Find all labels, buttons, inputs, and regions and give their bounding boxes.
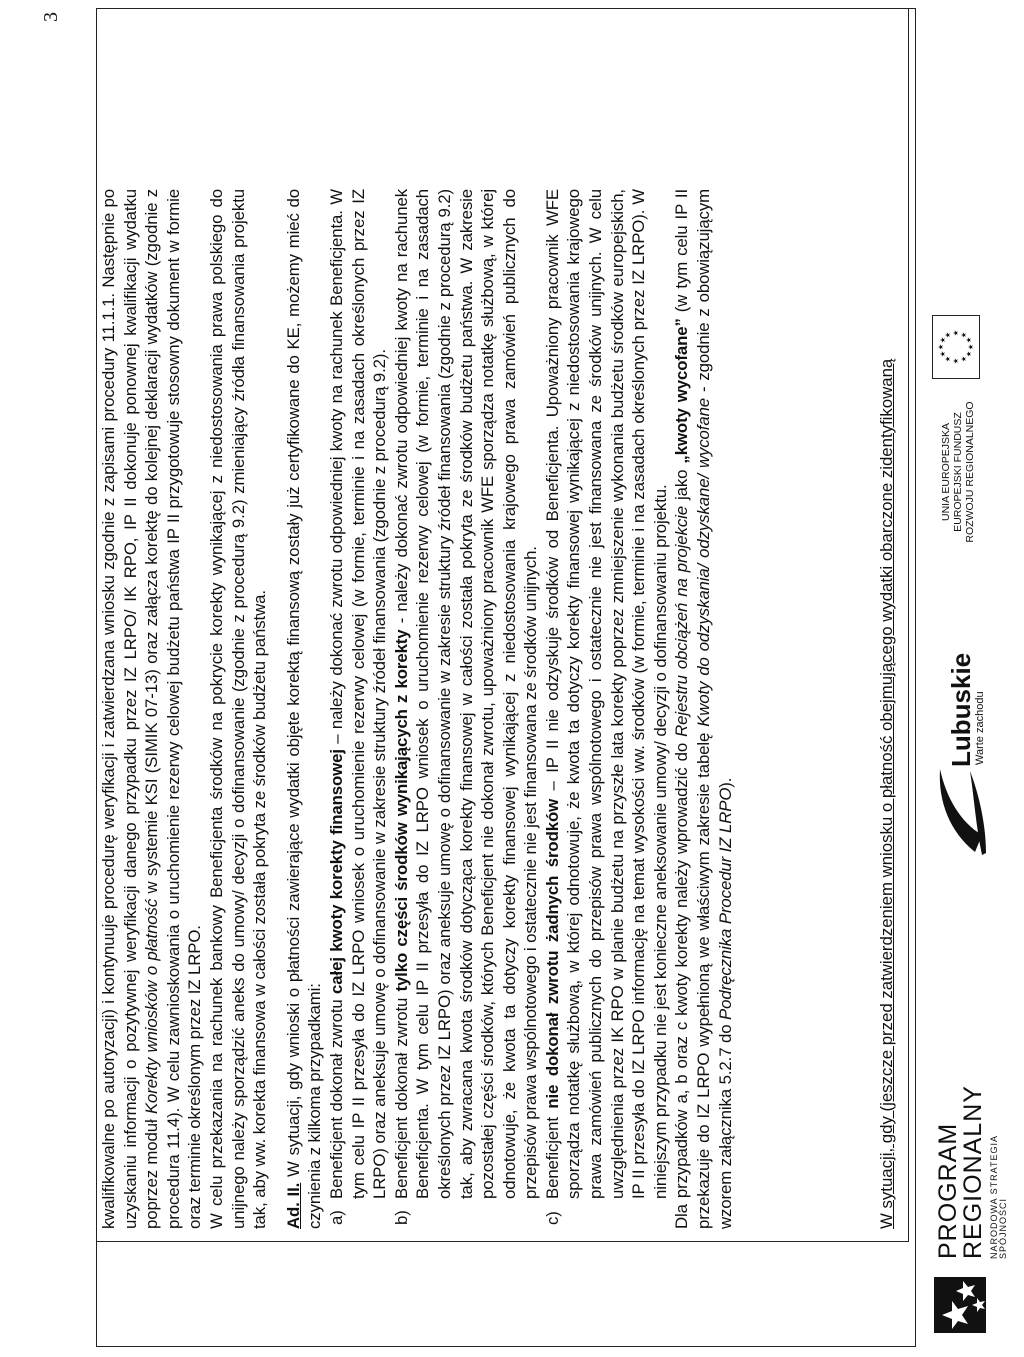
svg-text:★: ★ bbox=[967, 343, 975, 351]
svg-text:★: ★ bbox=[952, 357, 960, 365]
continuation-line: W sytuacji, gdy (jeszcze przed zatwierdzeniem wniosku o płatność obejmującego wydatki obarczone zidentyfikowaną bbox=[877, 358, 896, 1229]
list-item-c: c) Beneficjent nie dokonał zwrotu żadnych środków – IP II nie odzyskuje środków od Beneficjenta. Upoważniony pracownik WFE sporządza notatkę służbową, w której odnotowuje, że kwota ta dotyczy korekty finansowej wynikającej z niedostosowania krajowego prawa zamówień publicznych do przepisów prawa wspólnotowego i ostatecznie nie jest finansowana ze środków unijnych. W celu uwzględnienia przez IK RPO w planie budżetu na przyszłe lata korekty poprzez zmniejszenie wykonania budżetu środków europejskich, IP II przesyła do IZ LRPO informację na temat wysokości ww. środków (w formie, terminie i na zasadach określonych przez IZ LRPO). W niniejszym przypadku nie jest konieczne aneksowanie umowy/ decyzji o dofinansowaniu projektu. bbox=[542, 189, 670, 1225]
program-regionalny-text: PROGRAM REGIONALNY NARODOWA STRATEGIA SPÓJNOŚCI bbox=[934, 1085, 1008, 1259]
svg-text:★: ★ bbox=[952, 329, 960, 337]
svg-text:★: ★ bbox=[944, 331, 952, 339]
eu-logo bbox=[918, 317, 1018, 557]
svg-text:★: ★ bbox=[937, 343, 945, 351]
svg-text:★: ★ bbox=[960, 331, 968, 339]
eu-flag-icon bbox=[932, 315, 980, 379]
paragraph-rachunek: W celu przekazania na rachunek bankowy Beneficjenta środków na pokrycie korekty wynikającej z niedostosowania prawa polskiego do unijnego należy sporządzić aneks do umowy/ decyzji o dofinansowanie (zgodnie z procedurą 9.2) zmieniający źródła finansowania projektu tak, aby ww. korekta finansowa w całości została pokryta ze środków budżetu państwa. bbox=[206, 189, 270, 1229]
page-number: 3 bbox=[40, 12, 62, 22]
svg-text:★: ★ bbox=[939, 336, 947, 344]
paragraph-dla-przypadkow: Dla przypadków a, b oraz c kwoty korekty należy wprowadzić do Rejestru obciążeń na projekcie jako „kwoty wycofane” (w tym celu IP II przekazuje do IZ LRPO wypełnioną we właściwym zakresie tabelę Kwoty do odzyskania/ odzyskane/ wycofane - zgodnie z obowiązującym wzorem załącznika 5.2.7 do Podręcznika Procedur IZ LRPO). bbox=[672, 188, 735, 1229]
list-item-a: a) Beneficjent dokonał zwrotu całej kwoty korekty finansowej – należy dokonać zwrotu odpowiedniej kwoty na rachunek Beneficjenta. W tym celu IP II przesyła do IZ LRPO wniosek o uruchomienie rezerwy celowej (w formie, terminie i na zasadach określonych przez IZ LRPO) oraz aneksuje umowę o dofinansowanie w zakresie struktury źródeł finansowania (zgodnie z procedurą 9.2). bbox=[326, 189, 390, 1225]
ad-ii-label: Ad. II. bbox=[283, 1182, 303, 1229]
lubuskie-logo: Lubuskie Warte zachodu bbox=[918, 597, 1018, 857]
svg-text:★: ★ bbox=[965, 350, 973, 358]
svg-text:★: ★ bbox=[939, 350, 947, 358]
svg-text:★: ★ bbox=[965, 336, 973, 344]
paragraph-kwalifikacja: kwalifikowalne po autoryzacji) i kontynuuje procedurę weryfikacji i zatwierdzana wniosku zgodnie z zapisami procedury 11.1.1. Następnie po uzyskaniu informacji o pozytywnej weryfikacji danego przypadku przez IZ LRPO/ IK RPO, IP II dokonuje ponownej kwalifikacji wydatku poprzez moduł Korekty wniosków o płatność w systemie KSI (SIMIK 07-13) oraz załącza korektę do kolejnej deklaracji wydatków (zgodnie z procedura 11.4). W celu zawnioskowania o uruchomienie rezerwy celowej budżetu państwa IP II przygotowuje stosowny dokument w formie oraz terminie określonym przez IZ LRPO. bbox=[99, 189, 205, 1229]
list-item-b: b) Beneficjent dokonał zwrotu tylko części środków wynikających z korekty - należy dokonać zwrotu odpowiedniej kwoty na rachunek Beneficjenta. W tym celu IP II przesyła do IZ LRPO wniosek o uruchomienie rezerwy celowej (w formie, terminie i na zasadach określonych przez IZ LRPO) oraz aneksuje umowę o dofinansowanie w zakresie struktury źródeł finansowania (zgodnie z procedurą 9.2) tak, aby zwracana kwota środków dotycząca korekty finansowej w całości została pokryta ze środków budżetu państwa. W zakresie pozostałej części środków, których Beneficjent nie dokonał zwrotu, upoważniony pracownik WFE sporządza notatkę służbową, w której odnotowuje, że kwota ta dotyczy korekty finansowej wynikającej z niedostosowania krajowego prawa zamówień publicznych do przepisów prawa wspólnotowego i ostatecznie nie jest finansowana ze środków unijnych. bbox=[391, 189, 541, 1225]
program-regionalny-logo bbox=[918, 1085, 1018, 1347]
lubuskie-swoosh-icon bbox=[930, 767, 990, 857]
svg-text:★: ★ bbox=[960, 355, 968, 363]
cases-list bbox=[326, 189, 672, 1229]
document-body bbox=[98, 189, 736, 1229]
eu-fund-text: UNIA EUROPEJSKA EUROPEJSKI FUNDUSZ ROZWOJU REGIONALNEGO bbox=[940, 401, 976, 543]
program-regionalny-emblem-icon bbox=[928, 1271, 992, 1335]
paragraph-ad-ii: Ad. II. W sytuacji, gdy wnioski o płatności zawierające wydatki objęte korektą finansową zostały już certyfikowane do KE, możemy mieć do czynienia z kilkoma przypadkami: bbox=[283, 188, 325, 1229]
svg-text:★: ★ bbox=[944, 355, 952, 363]
